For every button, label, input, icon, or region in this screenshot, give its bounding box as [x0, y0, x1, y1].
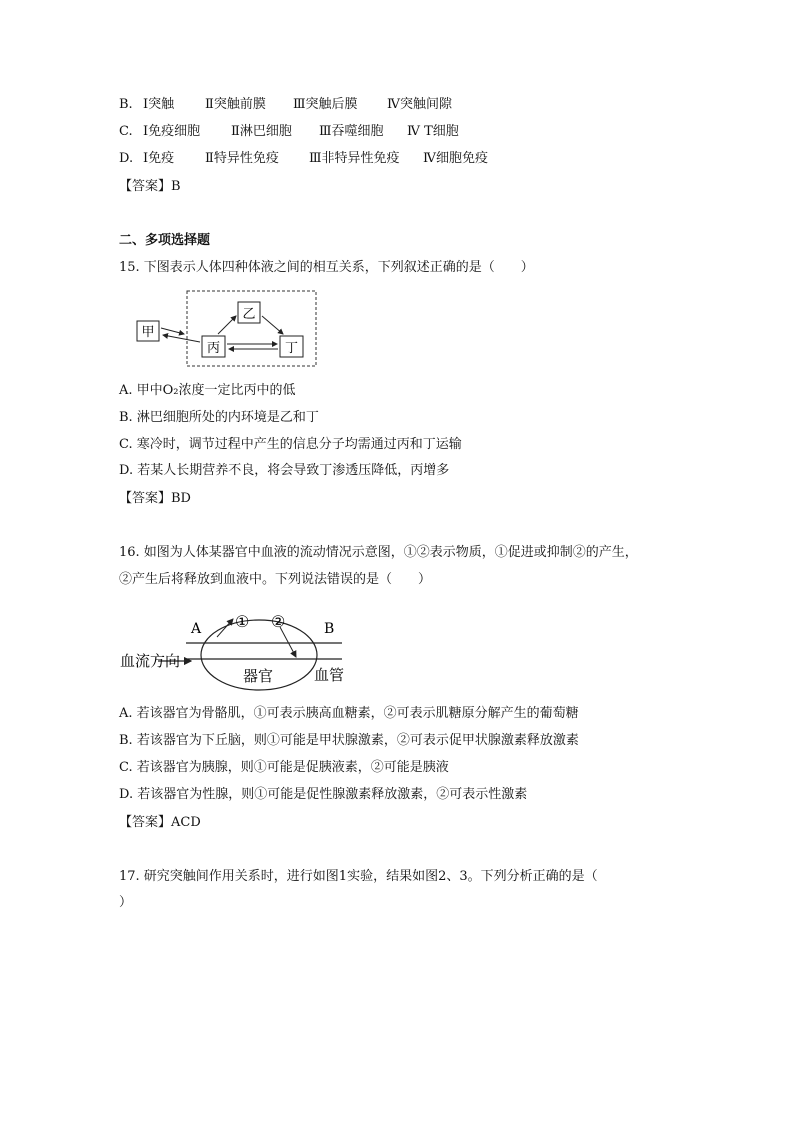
- label-jia: 甲: [141, 325, 155, 340]
- label-bing: 丙: [206, 341, 221, 356]
- option-item: Ⅰ突触: [143, 97, 175, 112]
- q15-answer: 【答案】BD: [119, 491, 191, 506]
- q14-answer: 【答案】B: [119, 179, 181, 194]
- q17-stem-line2: ）: [119, 895, 133, 910]
- option-item: Ⅱ特异性免疫: [205, 151, 279, 166]
- option-item: Ⅲ突触后膜: [293, 97, 358, 112]
- q16-answer: 【答案】ACD: [119, 815, 201, 830]
- option-label: B.: [119, 97, 133, 112]
- label-b: B: [324, 621, 335, 637]
- q14-option-c: [119, 123, 459, 141]
- label-vessel: 血管: [314, 666, 345, 684]
- option-item: Ⅲ吞噬细胞: [319, 124, 384, 139]
- q15-option-d: D. 若某人长期营养不良，将会导致丁渗透压降低，丙增多: [119, 463, 450, 478]
- q15-option-a: A. 甲中O₂浓度一定比丙中的低: [119, 383, 296, 398]
- label-ding: 丁: [284, 341, 299, 356]
- option-item: Ⅳ突触间隙: [387, 97, 452, 112]
- option-label: C.: [119, 124, 133, 139]
- q16-option-c: C. 若该器官为胰腺，则①可能是促胰液素，②可能是胰液: [119, 760, 449, 775]
- label-organ: 器官: [243, 667, 274, 685]
- option-item: Ⅱ突触前膜: [205, 97, 266, 112]
- q14-option-b: [119, 96, 452, 114]
- q16-option-b: B. 若该器官为下丘脑，则①可能是甲状腺激素，②可表示促甲状腺激素释放激素: [119, 733, 579, 748]
- q16-stem-line1: 16. 如图为人体某器官中血液的流动情况示意图，①②表示物质，①促进或抑制②的产生，: [119, 545, 638, 560]
- label-substance-1: ①: [235, 612, 250, 631]
- q15-option-c: C. 寒冷时，调节过程中产生的信息分子均需通过丙和丁运输: [119, 437, 462, 452]
- q15-body-fluid-diagram: [130, 288, 322, 368]
- label-substance-2: ②: [271, 612, 286, 631]
- q16-stem-line2: ②产生后将释放到血液中。下列说法错误的是（ ）: [119, 572, 432, 587]
- option-item: Ⅰ免疫细胞: [143, 124, 201, 139]
- section-title: 二、多项选择题: [119, 233, 211, 248]
- q16-blood-flow-diagram: [118, 603, 358, 695]
- q15-option-b: B. 淋巴细胞所处的内环境是乙和丁: [119, 410, 319, 425]
- label-flow-direction: 血流方向: [120, 652, 181, 670]
- option-item: Ⅲ非特异性免疫: [309, 151, 400, 166]
- label-yi: 乙: [242, 307, 256, 322]
- q17-stem-line1: 17. 研究突触间作用关系时，进行如图1实验，结果如图2、3。下列分析正确的是（: [119, 869, 598, 884]
- label-a: A: [191, 621, 202, 637]
- option-item: Ⅳ细胞免疫: [423, 151, 488, 166]
- q14-option-d: [119, 150, 488, 168]
- q16-option-d: D. 若该器官为性腺，则①可能是促性腺激素释放激素，②可表示性激素: [119, 787, 528, 802]
- q15-stem: 15. 下图表示人体四种体液之间的相互关系，下列叙述正确的是（ ）: [119, 260, 534, 275]
- option-item: Ⅱ淋巴细胞: [231, 124, 292, 139]
- q16-option-a: A. 若该器官为骨骼肌，①可表示胰高血糖素，②可表示肌糖原分解产生的葡萄糖: [119, 706, 579, 721]
- option-item: Ⅳ T细胞: [407, 124, 459, 139]
- option-label: D.: [119, 151, 134, 166]
- option-item: Ⅰ免疫: [143, 151, 175, 166]
